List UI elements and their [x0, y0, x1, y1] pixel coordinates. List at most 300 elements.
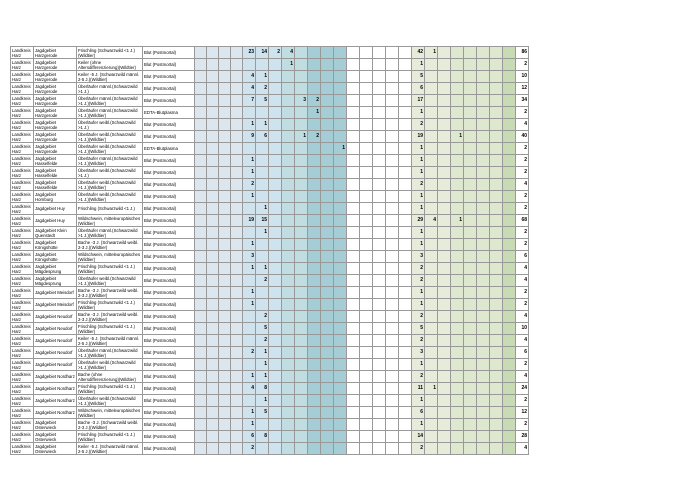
- cell-count[interactable]: [438, 251, 451, 263]
- cell-count[interactable]: [464, 323, 477, 335]
- cell-count[interactable]: [490, 71, 503, 83]
- cell-count[interactable]: 4: [243, 383, 256, 395]
- cell-count[interactable]: [321, 371, 334, 383]
- cell-count[interactable]: [195, 443, 207, 455]
- cell-count[interactable]: [438, 83, 451, 95]
- cell-count[interactable]: [438, 335, 451, 347]
- cell-probenart[interactable]: EDTA-Blutplasma: [143, 107, 195, 119]
- cell-count[interactable]: [425, 227, 438, 239]
- cell-count[interactable]: [308, 395, 321, 407]
- cell-jagdgebiet[interactable]: Jagdgebiet Neudorf: [34, 311, 77, 323]
- cell-count[interactable]: [219, 263, 231, 275]
- cell-tierart[interactable]: Frischling (Schwarzwild <1 J.)(Wildtier): [77, 431, 143, 443]
- cell-count[interactable]: [308, 239, 321, 251]
- cell-count[interactable]: [399, 95, 412, 107]
- cell-count[interactable]: [477, 263, 490, 275]
- cell-count[interactable]: [282, 299, 295, 311]
- cell-count[interactable]: [282, 323, 295, 335]
- cell-count[interactable]: [231, 47, 243, 59]
- cell-count[interactable]: [195, 215, 207, 227]
- cell-probenart[interactable]: Blut (Postmortal): [143, 395, 195, 407]
- cell-probenart[interactable]: Blut (Postmortal): [143, 131, 195, 143]
- cell-count[interactable]: [282, 227, 295, 239]
- cell-count[interactable]: [207, 155, 219, 167]
- cell-probenart[interactable]: Blut (Postmortal): [143, 371, 195, 383]
- cell-count[interactable]: [269, 59, 282, 71]
- cell-count[interactable]: [360, 71, 373, 83]
- cell-count[interactable]: [503, 59, 516, 71]
- cell-count[interactable]: [195, 155, 207, 167]
- cell-count[interactable]: [219, 419, 231, 431]
- cell-count[interactable]: [269, 131, 282, 143]
- cell-landkreis[interactable]: Landkreis Harz: [11, 59, 34, 71]
- cell-count[interactable]: [243, 227, 256, 239]
- cell-count[interactable]: [219, 119, 231, 131]
- cell-landkreis[interactable]: Landkreis Harz: [11, 119, 34, 131]
- cell-count[interactable]: [451, 59, 464, 71]
- cell-count[interactable]: [503, 407, 516, 419]
- cell-count[interactable]: [477, 407, 490, 419]
- cell-count[interactable]: [308, 215, 321, 227]
- cell-count[interactable]: [282, 311, 295, 323]
- cell-count[interactable]: [269, 179, 282, 191]
- cell-count[interactable]: [243, 395, 256, 407]
- cell-count[interactable]: [321, 251, 334, 263]
- cell-count[interactable]: [373, 287, 386, 299]
- cell-probenart[interactable]: Blut (Postmortal): [143, 431, 195, 443]
- cell-count[interactable]: [438, 191, 451, 203]
- cell-count[interactable]: 14: [412, 431, 425, 443]
- cell-count[interactable]: 6: [412, 83, 425, 95]
- cell-count[interactable]: [243, 203, 256, 215]
- cell-count[interactable]: [282, 395, 295, 407]
- cell-count[interactable]: [269, 323, 282, 335]
- cell-landkreis[interactable]: Landkreis Harz: [11, 263, 34, 275]
- cell-count[interactable]: [295, 311, 308, 323]
- cell-total[interactable]: 4: [516, 311, 529, 323]
- cell-count[interactable]: [451, 359, 464, 371]
- cell-landkreis[interactable]: Landkreis Harz: [11, 239, 34, 251]
- cell-tierart[interactable]: Überläufer weibl.(Schwarzwild >1 J.)(Wildtier): [77, 191, 143, 203]
- cell-count[interactable]: 2: [308, 131, 321, 143]
- cell-count[interactable]: 2: [308, 95, 321, 107]
- cell-count[interactable]: [308, 419, 321, 431]
- cell-tierart[interactable]: Überläufer weibl.(Schwarzwild >1 J.)(Wildtier): [77, 359, 143, 371]
- cell-count[interactable]: [386, 59, 399, 71]
- cell-tierart[interactable]: Frischling (Schwarzwild <1 J.)(Wildtier): [77, 299, 143, 311]
- cell-count[interactable]: [347, 143, 360, 155]
- cell-count[interactable]: [373, 107, 386, 119]
- cell-count[interactable]: [347, 323, 360, 335]
- cell-count[interactable]: 1: [412, 191, 425, 203]
- cell-probenart[interactable]: Blut (Postmortal): [143, 203, 195, 215]
- cell-count[interactable]: [269, 83, 282, 95]
- cell-count[interactable]: [282, 431, 295, 443]
- cell-total[interactable]: 2: [516, 191, 529, 203]
- cell-tierart[interactable]: Frischling (Schwarzwild <1 J.)(Wildtier): [77, 47, 143, 59]
- cell-count[interactable]: [207, 191, 219, 203]
- cell-count[interactable]: 5: [256, 95, 269, 107]
- cell-count[interactable]: [282, 107, 295, 119]
- cell-count[interactable]: [334, 371, 347, 383]
- cell-count[interactable]: [195, 395, 207, 407]
- cell-count[interactable]: [399, 71, 412, 83]
- cell-count[interactable]: [231, 143, 243, 155]
- cell-count[interactable]: [451, 107, 464, 119]
- cell-landkreis[interactable]: Landkreis Harz: [11, 335, 34, 347]
- cell-tierart[interactable]: Überläufer weibl.(Schwarzwild >1 J.)(Wildtier): [77, 179, 143, 191]
- cell-landkreis[interactable]: Landkreis Harz: [11, 227, 34, 239]
- cell-count[interactable]: [373, 407, 386, 419]
- cell-count[interactable]: [464, 215, 477, 227]
- cell-count[interactable]: [490, 323, 503, 335]
- cell-count[interactable]: [477, 71, 490, 83]
- cell-probenart[interactable]: Blut (Postmortal): [143, 83, 195, 95]
- cell-count[interactable]: [438, 155, 451, 167]
- cell-count[interactable]: [321, 383, 334, 395]
- cell-count[interactable]: [321, 431, 334, 443]
- cell-total[interactable]: 28: [516, 431, 529, 443]
- cell-count[interactable]: 1: [256, 263, 269, 275]
- cell-count[interactable]: [207, 275, 219, 287]
- cell-count[interactable]: [490, 239, 503, 251]
- cell-landkreis[interactable]: Landkreis Harz: [11, 419, 34, 431]
- cell-count[interactable]: [360, 323, 373, 335]
- cell-count[interactable]: [282, 83, 295, 95]
- cell-jagdgebiet[interactable]: Jagdgebiet Osterwieck: [34, 431, 77, 443]
- cell-landkreis[interactable]: Landkreis Harz: [11, 95, 34, 107]
- cell-count[interactable]: [360, 215, 373, 227]
- cell-count[interactable]: [399, 251, 412, 263]
- cell-landkreis[interactable]: Landkreis Harz: [11, 71, 34, 83]
- cell-count[interactable]: [386, 383, 399, 395]
- cell-count[interactable]: [425, 239, 438, 251]
- cell-tierart[interactable]: Frischling (Schwarzwild <1 J.)(Wildtier): [77, 263, 143, 275]
- cell-count[interactable]: [477, 191, 490, 203]
- cell-total[interactable]: 4: [516, 119, 529, 131]
- cell-count[interactable]: [451, 347, 464, 359]
- cell-landkreis[interactable]: Landkreis Harz: [11, 215, 34, 227]
- cell-count[interactable]: [399, 275, 412, 287]
- cell-count[interactable]: [438, 131, 451, 143]
- cell-count[interactable]: 2: [412, 335, 425, 347]
- cell-count[interactable]: [399, 167, 412, 179]
- cell-count[interactable]: [334, 383, 347, 395]
- cell-count[interactable]: [425, 287, 438, 299]
- cell-count[interactable]: [334, 179, 347, 191]
- cell-count[interactable]: 29: [412, 215, 425, 227]
- cell-probenart[interactable]: Blut (Postmortal): [143, 359, 195, 371]
- cell-count[interactable]: [464, 83, 477, 95]
- cell-count[interactable]: [477, 119, 490, 131]
- cell-count[interactable]: [425, 167, 438, 179]
- cell-count[interactable]: [464, 59, 477, 71]
- cell-count[interactable]: [477, 431, 490, 443]
- cell-tierart[interactable]: Keiler (ohne Altersdifferenzierung)(Wildtier): [77, 59, 143, 71]
- cell-count[interactable]: [308, 143, 321, 155]
- cell-count[interactable]: 1: [256, 395, 269, 407]
- cell-tierart[interactable]: Überläufer weibl.(Schwarzwild >1 J.): [77, 119, 143, 131]
- cell-count[interactable]: [282, 371, 295, 383]
- cell-count[interactable]: [386, 371, 399, 383]
- cell-count[interactable]: 2: [256, 275, 269, 287]
- cell-count[interactable]: [425, 179, 438, 191]
- cell-count[interactable]: [321, 407, 334, 419]
- cell-count[interactable]: [490, 359, 503, 371]
- cell-count[interactable]: [360, 167, 373, 179]
- cell-count[interactable]: [334, 251, 347, 263]
- cell-count[interactable]: [207, 131, 219, 143]
- cell-count[interactable]: [438, 383, 451, 395]
- cell-count[interactable]: [219, 443, 231, 455]
- cell-count[interactable]: [399, 143, 412, 155]
- cell-count[interactable]: [347, 107, 360, 119]
- cell-count[interactable]: [308, 407, 321, 419]
- cell-count[interactable]: 1: [412, 287, 425, 299]
- cell-count[interactable]: [360, 83, 373, 95]
- cell-count[interactable]: 4: [243, 71, 256, 83]
- cell-count[interactable]: [360, 395, 373, 407]
- cell-count[interactable]: [360, 431, 373, 443]
- cell-count[interactable]: [347, 335, 360, 347]
- cell-count[interactable]: [308, 359, 321, 371]
- cell-tierart[interactable]: Überläufer weibl.(Schwarzwild >1 J.)(Wildtier): [77, 275, 143, 287]
- cell-count[interactable]: [386, 419, 399, 431]
- cell-probenart[interactable]: Blut (Postmortal): [143, 251, 195, 263]
- cell-total[interactable]: 12: [516, 407, 529, 419]
- cell-count[interactable]: [219, 59, 231, 71]
- cell-count[interactable]: [464, 119, 477, 131]
- cell-count[interactable]: [360, 359, 373, 371]
- cell-count[interactable]: [503, 419, 516, 431]
- cell-count[interactable]: [490, 227, 503, 239]
- cell-count[interactable]: [347, 275, 360, 287]
- cell-count[interactable]: 1: [412, 155, 425, 167]
- cell-count[interactable]: [334, 335, 347, 347]
- cell-count[interactable]: [334, 59, 347, 71]
- cell-count[interactable]: [347, 83, 360, 95]
- cell-count[interactable]: [373, 71, 386, 83]
- cell-count[interactable]: [334, 395, 347, 407]
- cell-count[interactable]: [219, 251, 231, 263]
- cell-count[interactable]: [219, 203, 231, 215]
- cell-count[interactable]: 17: [412, 95, 425, 107]
- cell-count[interactable]: [451, 299, 464, 311]
- cell-count[interactable]: [282, 287, 295, 299]
- cell-count[interactable]: [438, 203, 451, 215]
- cell-count[interactable]: [347, 239, 360, 251]
- cell-count[interactable]: [207, 203, 219, 215]
- cell-count[interactable]: [207, 443, 219, 455]
- cell-count[interactable]: [282, 239, 295, 251]
- cell-count[interactable]: [334, 359, 347, 371]
- cell-count[interactable]: [195, 71, 207, 83]
- cell-count[interactable]: [373, 443, 386, 455]
- cell-count[interactable]: [503, 359, 516, 371]
- cell-count[interactable]: 1: [243, 263, 256, 275]
- cell-count[interactable]: 1: [256, 71, 269, 83]
- cell-count[interactable]: [321, 311, 334, 323]
- cell-count[interactable]: [195, 263, 207, 275]
- cell-count[interactable]: [231, 359, 243, 371]
- cell-count[interactable]: [321, 359, 334, 371]
- cell-count[interactable]: [399, 59, 412, 71]
- cell-count[interactable]: [347, 227, 360, 239]
- cell-count[interactable]: [269, 119, 282, 131]
- cell-landkreis[interactable]: Landkreis Harz: [11, 107, 34, 119]
- cell-count[interactable]: [231, 395, 243, 407]
- cell-count[interactable]: [269, 347, 282, 359]
- cell-count[interactable]: [207, 227, 219, 239]
- cell-count[interactable]: [386, 131, 399, 143]
- cell-count[interactable]: [269, 419, 282, 431]
- cell-count[interactable]: [321, 203, 334, 215]
- cell-count[interactable]: [477, 239, 490, 251]
- cell-landkreis[interactable]: Landkreis Harz: [11, 191, 34, 203]
- cell-count[interactable]: [490, 95, 503, 107]
- cell-count[interactable]: [231, 443, 243, 455]
- cell-count[interactable]: [438, 59, 451, 71]
- cell-count[interactable]: [503, 431, 516, 443]
- cell-count[interactable]: [321, 59, 334, 71]
- cell-count[interactable]: [425, 275, 438, 287]
- cell-count[interactable]: [503, 131, 516, 143]
- cell-count[interactable]: [425, 119, 438, 131]
- cell-total[interactable]: 4: [516, 263, 529, 275]
- cell-count[interactable]: [321, 47, 334, 59]
- cell-count[interactable]: [207, 83, 219, 95]
- cell-count[interactable]: [490, 83, 503, 95]
- cell-count[interactable]: [282, 179, 295, 191]
- cell-count[interactable]: [399, 371, 412, 383]
- cell-count[interactable]: [195, 419, 207, 431]
- cell-count[interactable]: [464, 143, 477, 155]
- cell-count[interactable]: [295, 215, 308, 227]
- cell-count[interactable]: [373, 47, 386, 59]
- cell-count[interactable]: [195, 407, 207, 419]
- cell-count[interactable]: [347, 119, 360, 131]
- cell-count[interactable]: [386, 263, 399, 275]
- cell-landkreis[interactable]: Landkreis Harz: [11, 359, 34, 371]
- cell-count[interactable]: [207, 47, 219, 59]
- cell-tierart[interactable]: Überläufer weibl.(Schwarzwild >1 J.)(Wildtier): [77, 395, 143, 407]
- cell-count[interactable]: [451, 395, 464, 407]
- cell-count[interactable]: [503, 239, 516, 251]
- cell-count[interactable]: [321, 239, 334, 251]
- cell-count[interactable]: [308, 323, 321, 335]
- cell-landkreis[interactable]: Landkreis Harz: [11, 287, 34, 299]
- cell-count[interactable]: [219, 47, 231, 59]
- cell-count[interactable]: [425, 335, 438, 347]
- cell-probenart[interactable]: EDTA-Blutplasma: [143, 143, 195, 155]
- cell-count[interactable]: [399, 191, 412, 203]
- cell-count[interactable]: [195, 347, 207, 359]
- cell-count[interactable]: [373, 143, 386, 155]
- cell-count[interactable]: [386, 431, 399, 443]
- cell-count[interactable]: [231, 215, 243, 227]
- cell-count[interactable]: [282, 443, 295, 455]
- cell-count[interactable]: [464, 311, 477, 323]
- cell-count[interactable]: [334, 155, 347, 167]
- cell-count[interactable]: 1: [243, 419, 256, 431]
- cell-count[interactable]: [373, 371, 386, 383]
- cell-count[interactable]: [373, 323, 386, 335]
- cell-count[interactable]: [373, 155, 386, 167]
- cell-count[interactable]: 1: [412, 395, 425, 407]
- cell-count[interactable]: [282, 143, 295, 155]
- cell-count[interactable]: [490, 59, 503, 71]
- cell-count[interactable]: [219, 287, 231, 299]
- cell-count[interactable]: [219, 83, 231, 95]
- cell-count[interactable]: [347, 71, 360, 83]
- cell-count[interactable]: [347, 215, 360, 227]
- cell-count[interactable]: [207, 71, 219, 83]
- cell-count[interactable]: [360, 287, 373, 299]
- cell-count[interactable]: [438, 227, 451, 239]
- cell-count[interactable]: [269, 143, 282, 155]
- cell-landkreis[interactable]: Landkreis Harz: [11, 323, 34, 335]
- cell-count[interactable]: [373, 95, 386, 107]
- cell-count[interactable]: [219, 71, 231, 83]
- cell-count[interactable]: [334, 311, 347, 323]
- cell-count[interactable]: [269, 191, 282, 203]
- cell-count[interactable]: [308, 263, 321, 275]
- cell-count[interactable]: [464, 395, 477, 407]
- cell-probenart[interactable]: Blut (Postmortal): [143, 335, 195, 347]
- cell-count[interactable]: [503, 287, 516, 299]
- cell-count[interactable]: [425, 395, 438, 407]
- cell-count[interactable]: [295, 251, 308, 263]
- cell-count[interactable]: [347, 311, 360, 323]
- cell-count[interactable]: [207, 59, 219, 71]
- cell-jagdgebiet[interactable]: Jagdgebiet Königshütte: [34, 251, 77, 263]
- cell-count[interactable]: [373, 347, 386, 359]
- cell-count[interactable]: [490, 179, 503, 191]
- cell-tierart[interactable]: Überläufer männl.(Schwarzwild >1 J.)(Wildtier): [77, 347, 143, 359]
- cell-count[interactable]: [503, 371, 516, 383]
- cell-count[interactable]: [451, 179, 464, 191]
- cell-count[interactable]: [295, 203, 308, 215]
- cell-count[interactable]: 6: [256, 131, 269, 143]
- cell-count[interactable]: [282, 335, 295, 347]
- cell-landkreis[interactable]: Landkreis Harz: [11, 179, 34, 191]
- cell-count[interactable]: [464, 359, 477, 371]
- cell-count[interactable]: 1: [243, 407, 256, 419]
- cell-count[interactable]: [256, 287, 269, 299]
- cell-count[interactable]: [207, 395, 219, 407]
- cell-total[interactable]: 2: [516, 107, 529, 119]
- cell-count[interactable]: [308, 347, 321, 359]
- cell-count[interactable]: [451, 335, 464, 347]
- cell-count[interactable]: 4: [243, 83, 256, 95]
- cell-count[interactable]: [399, 299, 412, 311]
- cell-count[interactable]: [282, 275, 295, 287]
- cell-count[interactable]: [438, 143, 451, 155]
- cell-count[interactable]: [219, 239, 231, 251]
- cell-count[interactable]: [503, 203, 516, 215]
- cell-count[interactable]: [347, 59, 360, 71]
- cell-count[interactable]: [451, 275, 464, 287]
- cell-count[interactable]: [308, 287, 321, 299]
- cell-count[interactable]: [399, 155, 412, 167]
- cell-count[interactable]: 19: [243, 215, 256, 227]
- cell-landkreis[interactable]: Landkreis Harz: [11, 131, 34, 143]
- cell-count[interactable]: [231, 131, 243, 143]
- cell-count[interactable]: 1: [412, 203, 425, 215]
- cell-count[interactable]: 2: [243, 347, 256, 359]
- cell-count[interactable]: [295, 419, 308, 431]
- cell-count[interactable]: [464, 95, 477, 107]
